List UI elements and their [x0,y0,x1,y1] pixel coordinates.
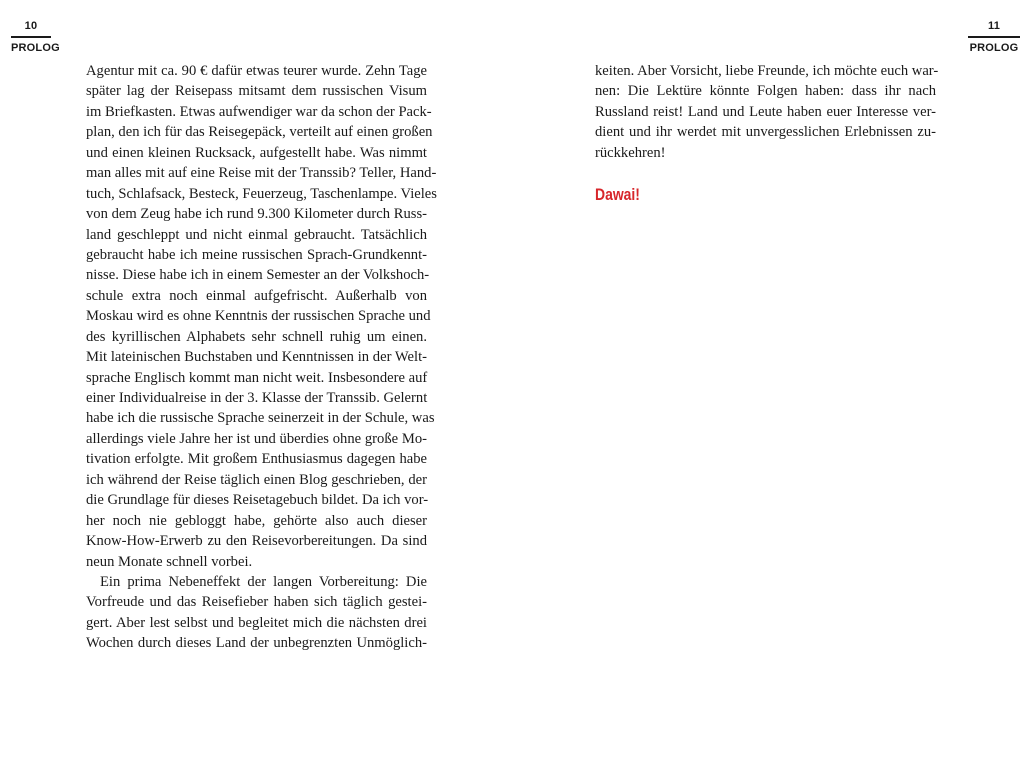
text-line: Moskau wird es ohne Kenntnis der russischen Sprache und [86,308,431,325]
text-line: später lag der Reisepass mitsamt dem russischen Visum [86,83,427,100]
text-line: neun Monate schnell vorbei. [86,553,253,570]
text-line: nisse. Diese habe ich in einem Semester an der Volkshoch- [86,267,430,284]
text-line: Vorfreude und das Reisefieber haben sich täglich gestei- [86,594,427,611]
text-line: man alles mit auf eine Reise mit der Transsib? Teller, Hand- [86,165,437,182]
text-line: Agentur mit ca. 90 € dafür etwas teurer wurde. Zehn Tage [86,63,427,79]
text-line: Know-How-Erwerb zu den Reisevorbereitungen. Da sind [86,533,427,550]
text-line: her noch nie gebloggt habe, gehörte also auch dieser [86,512,427,529]
text-line: Ein prima Nebeneffekt der langen Vorbereitung: Die [100,573,427,590]
header-rule-left [11,36,51,38]
section-label-right: PROLOG [969,41,1019,54]
text-line: sprache Englisch kommt man nicht weit. Insbesondere auf [86,369,428,386]
text-line: und einen kleinen Rucksack, aufgestellt habe. Was nimmt [86,144,427,161]
text-line: plan, den ich für das Reisegepäck, verteilt auf einen großen [86,124,433,141]
text-line: einer Individualreise in der 3. Klasse der Transsib. Gelernt [86,390,428,406]
text-line: allerdings viele Jahre her ist und überdies ohne große Mo- [86,430,427,447]
text-line: schule extra noch einmal aufgefrischt. Außerhalb von [86,287,427,304]
text-line: tivation erfolgte. Mit großem Enthusiasmus dagegen habe [86,451,427,468]
page-number-right: 11 [987,20,1001,32]
text-line: des kyrillischen Alphabets sehr schnell ruhig um einen. [86,328,427,345]
text-line: nen: Die Lektüre könnte Folgen haben: dass ihr nach [595,83,936,100]
text-line: rückkehren! [595,144,666,161]
right-text-column [595,61,939,206]
text-line: gebraucht habe ich meine russischen Sprach-Grundkennt- [86,246,427,263]
page-number-left: 10 [24,20,38,32]
section-label-left: PROLOG [11,41,60,54]
right-paragraph [595,61,939,163]
text-line: land geschleppt und nicht einmal gebraucht. Tatsächlich [86,226,427,243]
text-line: Mit lateinischen Buchstaben und Kenntnissen in der Welt- [86,349,427,366]
right-page [510,0,1020,765]
text-line: ich während der Reise täglich einen Blog geschrieben, der [86,471,427,488]
text-line: von dem Zeug habe ich rund 9.300 Kilometer durch Russ- [86,206,427,223]
text-line: habe ich die russische Sprache seinerzeit in der Schule, was [86,410,435,427]
running-header-left [11,20,60,55]
text-line: Wochen durch dieses Land der unbegrenzten Unmöglich- [86,635,427,652]
running-header-right [968,20,1020,55]
text-line: die Grundlage für dieses Reisetagebuch bildet. Da ich vor- [86,492,429,509]
text-line: Russland reist! Land und Leute haben euer Interesse ver- [595,103,936,120]
header-rule-right [968,36,1020,38]
closing-heading: Dawai! [595,185,640,205]
text-line: im Briefkasten. Etwas aufwendiger war da schon der Pack- [86,103,432,120]
text-line: keiten. Aber Vorsicht, liebe Freunde, ich möchte euch war- [595,63,939,79]
text-line: tuch, Schlafsack, Besteck, Feuerzeug, Taschenlampe. Vieles [86,185,437,202]
text-line: dient und ihr werdet mit unvergesslichen Erlebnissen zu- [595,124,936,141]
text-line: gert. Aber lest selbst und begleitet mich die nächsten drei [86,614,427,631]
left-text-column [86,61,437,654]
